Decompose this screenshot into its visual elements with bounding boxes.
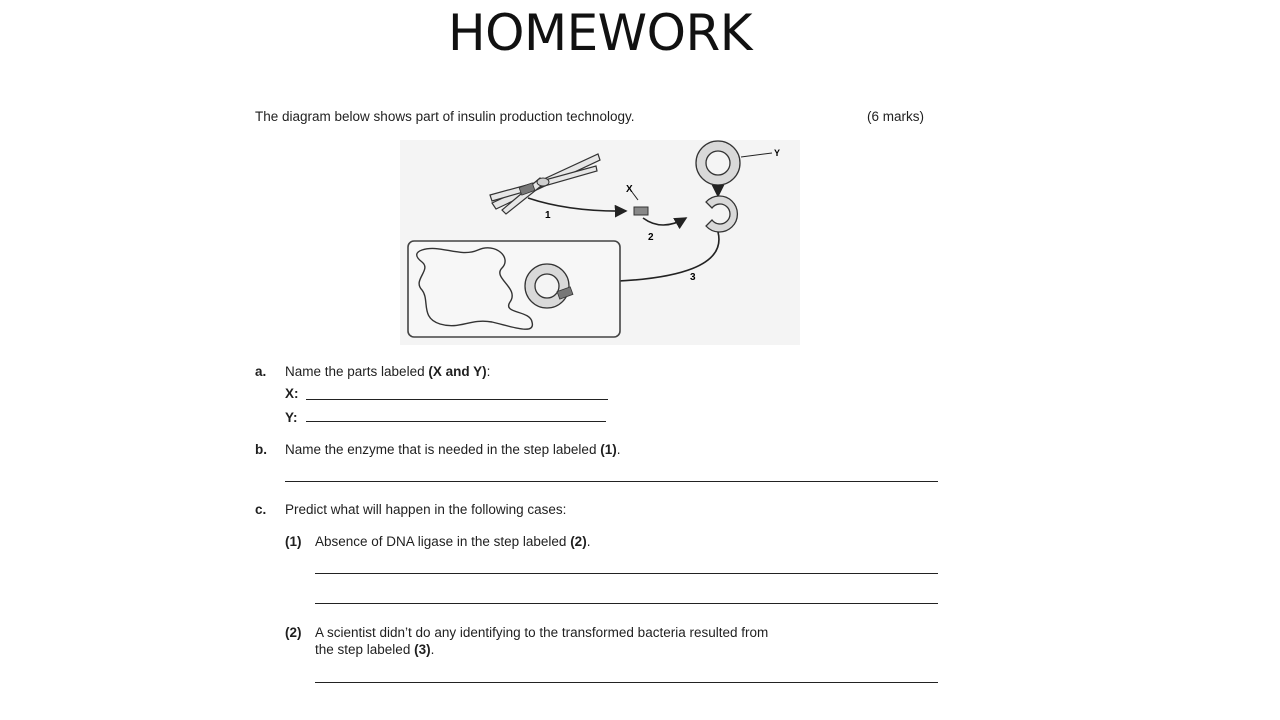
label-x: X bbox=[626, 184, 633, 195]
case-1-text: Absence of DNA ligase in the step labeled (2). bbox=[315, 534, 591, 549]
answer-x-label: X: bbox=[285, 386, 299, 401]
case-2-text-line-2: the step labeled (3). bbox=[315, 642, 435, 657]
step-3-label: 3 bbox=[690, 272, 696, 283]
question-a-letter: a. bbox=[255, 364, 267, 379]
case-2-text-line-1: A scientist didn’t do any identifying to the transformed bacteria resulted from bbox=[315, 625, 769, 640]
answer-y-line[interactable] bbox=[306, 421, 606, 422]
answer-y-label: Y: bbox=[285, 410, 298, 425]
question-a-text: Name the parts labeled (X and Y): bbox=[285, 364, 491, 379]
answer-x-line[interactable] bbox=[306, 399, 608, 400]
marks-label: (6 marks) bbox=[867, 109, 924, 124]
step-1-label: 1 bbox=[545, 210, 551, 221]
step-2-label: 2 bbox=[648, 232, 654, 243]
page-title: HOMEWORK bbox=[447, 4, 752, 62]
question-c-letter: c. bbox=[255, 502, 267, 517]
question-b-letter: b. bbox=[255, 442, 267, 457]
answer-c1-line-1[interactable] bbox=[315, 573, 938, 574]
case-2-number: (2) bbox=[285, 625, 302, 640]
answer-c1-line-2[interactable] bbox=[315, 603, 938, 604]
question-b-text: Name the enzyme that is needed in the step labeled (1). bbox=[285, 442, 621, 457]
question-c-text: Predict what will happen in the following cases: bbox=[285, 502, 567, 517]
gene-fragment-x bbox=[634, 207, 648, 215]
plasmid-y bbox=[696, 141, 740, 185]
intro-text: The diagram below shows part of insulin production technology. bbox=[255, 109, 635, 124]
answer-c2-line[interactable] bbox=[315, 682, 938, 683]
case-1-number: (1) bbox=[285, 534, 302, 549]
bacterium-cell bbox=[408, 241, 620, 337]
answer-b-line[interactable] bbox=[285, 481, 938, 482]
insulin-production-diagram bbox=[400, 140, 800, 345]
label-y: Y bbox=[774, 148, 781, 158]
